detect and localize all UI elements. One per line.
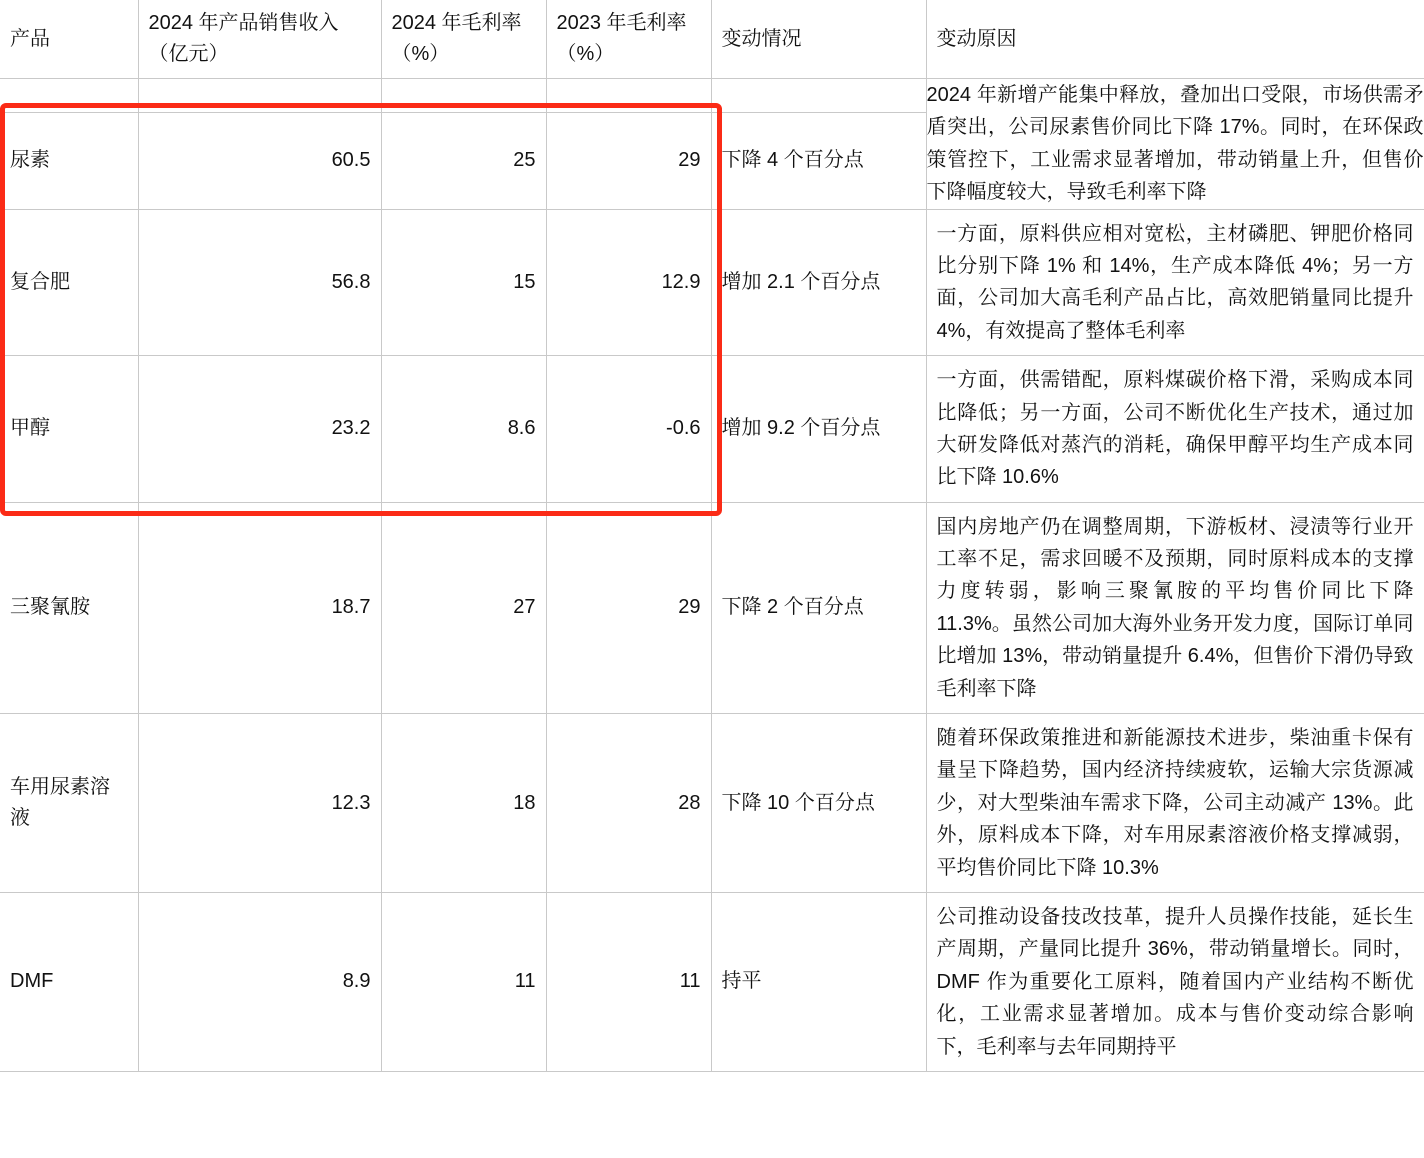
header-cell-gross-margin-2024: 2024 年毛利率（%）: [381, 0, 546, 79]
cell-gm23-def: 28: [546, 714, 711, 893]
cell-product-dmf: DMF: [0, 892, 138, 1071]
cell-gm24-dmf: 11: [381, 892, 546, 1071]
cell-reason-def: 随着环保政策推进和新能源技术进步，柴油重卡保有量呈下降趋势，国内经济持续疲软，运输大宗货源减少，对大型柴油车需求下降，公司主动减产 13%。此外，原料成本下降，对车用尿素溶液价格支撑减弱，平均售价同比下降 10.3%: [926, 714, 1424, 893]
table-row: [0, 714, 1424, 893]
table-row: [0, 892, 1424, 1071]
header-cell-change: 变动情况: [711, 0, 926, 79]
table-body: [0, 79, 1424, 1072]
header-row: [0, 0, 1424, 79]
cell-change-compound-fertilizer: 增加 2.1 个百分点: [711, 209, 926, 356]
cell-product-compound-fertilizer: 复合肥: [0, 209, 138, 356]
spacer-cell-gm23: [546, 79, 711, 113]
cell-reason-melamine: 国内房地产仍在调整周期，下游板材、浸渍等行业开工率不足，需求回暖不及预期，同时原料成本的支撑力度转弱，影响三聚氰胺的平均售价同比下降 11.3%。虽然公司加大海外业务开发力度，国际订单同比增加 13%，带动销量提升 6.4%，但售价下滑仍导致毛利率下降: [926, 502, 1424, 713]
cell-revenue-melamine: 18.7: [138, 502, 381, 713]
cell-gm24-def: 18: [381, 714, 546, 893]
cell-product-methanol: 甲醇: [0, 356, 138, 503]
cell-change-melamine: 下降 2 个百分点: [711, 502, 926, 713]
header-cell-gross-margin-2023: 2023 年毛利率（%）: [546, 0, 711, 79]
cell-product-urea: 尿素: [0, 113, 138, 210]
cell-reason-methanol: 一方面，供需错配，原料煤碳价格下滑，采购成本同比降低；另一方面，公司不断优化生产技术，通过加大研发降低对蒸汽的消耗，确保甲醇平均生产成本同比下降 10.6%: [926, 356, 1424, 503]
cell-revenue-def: 12.3: [138, 714, 381, 893]
table-header: [0, 0, 1424, 79]
cell-product-def: 车用尿素溶液: [0, 714, 138, 893]
table-row: [0, 502, 1424, 713]
cell-revenue-compound-fertilizer: 56.8: [138, 209, 381, 356]
cell-gm24-methanol: 8.6: [381, 356, 546, 503]
cell-revenue-dmf: 8.9: [138, 892, 381, 1071]
cell-gm24-urea: 25: [381, 113, 546, 210]
cell-gm23-urea: 29: [546, 113, 711, 210]
cell-reason-urea: 2024 年新增产能集中释放，叠加出口受限，市场供需矛盾突出，公司尿素售价同比下降 17%。同时，在环保政策管控下，工业需求显著增加，带动销量上升，但售价下降幅度较大，导致毛利率下降: [926, 79, 1424, 210]
cell-gm24-melamine: 27: [381, 502, 546, 713]
cell-revenue-urea: 60.5: [138, 113, 381, 210]
spacer-cell-product: [0, 79, 138, 113]
cell-change-def: 下降 10 个百分点: [711, 714, 926, 893]
cell-reason-compound-fertilizer: 一方面，原料供应相对宽松，主材磷肥、钾肥价格同比分别下降 1% 和 14%，生产成本降低 4%；另一方面，公司加大高毛利产品占比，高效肥销量同比提升 4%，有效提高了整体毛利率: [926, 209, 1424, 356]
cell-change-urea: 下降 4 个百分点: [711, 113, 926, 210]
table-row: [0, 356, 1424, 503]
cell-product-melamine: 三聚氰胺: [0, 502, 138, 713]
cell-gm24-compound-fertilizer: 15: [381, 209, 546, 356]
table-spacer-row: [0, 79, 1424, 113]
header-cell-reason: 变动原因: [926, 0, 1424, 79]
cell-gm23-melamine: 29: [546, 502, 711, 713]
spacer-cell-gm24: [381, 79, 546, 113]
cell-gm23-compound-fertilizer: 12.9: [546, 209, 711, 356]
cell-gm23-dmf: 11: [546, 892, 711, 1071]
cell-gm23-methanol: -0.6: [546, 356, 711, 503]
cell-reason-dmf: 公司推动设备技改技革，提升人员操作技能，延长生产周期，产量同比提升 36%，带动销量增长。同时，DMF 作为重要化工原料，随着国内产业结构不断优化，工业需求显著增加。成本与售价变动综合影响下，毛利率与去年同期持平: [926, 892, 1424, 1071]
header-cell-product: 产品: [0, 0, 138, 79]
header-cell-revenue-2024: 2024 年产品销售收入（亿元）: [138, 0, 381, 79]
spacer-cell-change: [711, 79, 926, 113]
spacer-cell-revenue: [138, 79, 381, 113]
table-row: [0, 209, 1424, 356]
cell-change-dmf: 持平: [711, 892, 926, 1071]
cell-revenue-methanol: 23.2: [138, 356, 381, 503]
cell-change-methanol: 增加 9.2 个百分点: [711, 356, 926, 503]
